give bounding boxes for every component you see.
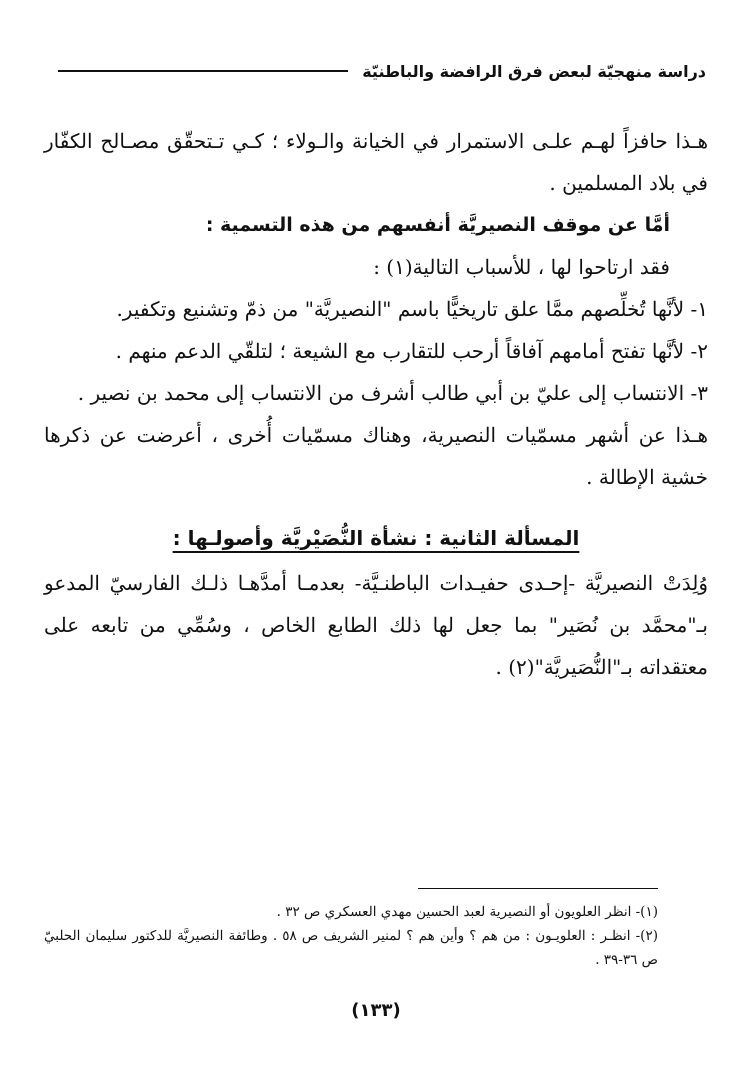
section-heading-text: المسألة الثانية : نشأة النُّصَيْريَّة وأصولـها : bbox=[172, 526, 580, 550]
running-header bbox=[46, 56, 706, 86]
subheading-naming-stance: أمَّا عن موقف النصيريَّة أنفسهم من هذه التسمية : bbox=[205, 214, 670, 236]
paragraph-reasons-intro: فقد ارتاحوا لها ، للأسباب التالية(١) : bbox=[373, 255, 670, 279]
reason-item-2: ٢- لأنَّها تفتح أمامهم آفاقاً أرحب للتقارب مع الشيعة ؛ لتلقّي الدعم منهم . bbox=[115, 339, 708, 363]
body-text bbox=[44, 120, 708, 688]
paragraph-3: وُلِدَتْ النصيريَّة -إحـدى حفيـدات الباطنـيَّة- بعدمـا أمدَّهـا ذلـك الفارسيّ المدعو بـ"محمَّد بن نُصَير" بما جعل لها ذلك الطابع الخاص ، وسُمِّي من تابعه على معتقداته بـ"النُّصَيريَّة"(٢) . bbox=[44, 571, 708, 679]
page-number: (١٣٣) bbox=[351, 1000, 401, 1021]
footnote-1: (١)- انظر العلويون أو النصيرية لعبد الحسين مهدي العسكري ص ٣٢ . bbox=[276, 904, 658, 920]
footnote-2: (٢)- انظـر : العلويـون : من هم ؟ وأين هم ؟ لمنير الشريف ص ٥٨ . وطائفة النصيريَّة للدكتور سليمان الحلبيّ ص ٣٦-٣٩ . bbox=[44, 928, 658, 968]
footnotes bbox=[44, 900, 658, 972]
paragraph-1: هـذا حافزاً لهـم علـى الاستمرار في الخيانة والـولاء ؛ كـي تـتحقّق مصـالح الكفّار في بلاد المسلمين . bbox=[44, 129, 708, 195]
footnote-divider bbox=[418, 888, 658, 889]
reason-item-1: ١- لأنَّها تُخلِّصهم ممَّا علق تاريخيًّا باسم "النصيريَّة" من ذمّ وتشنيع وتكفير. bbox=[116, 297, 708, 321]
section-heading bbox=[44, 518, 708, 558]
header-rule bbox=[58, 70, 348, 72]
paragraph-2: هـذا عن أشهر مسمّيات النصيرية، وهناك مسمّيات أُخرى ، أعرضت عن ذكرها خشية الإطالة . bbox=[44, 423, 708, 489]
reason-item-3: ٣- الانتساب إلى عليّ بن أبي طالب أشرف من الانتساب إلى محمد بن نصير . bbox=[77, 381, 708, 405]
running-header-title: دراسة منهجيّة لبعض فرق الرافضة والباطنيّة bbox=[362, 61, 706, 81]
